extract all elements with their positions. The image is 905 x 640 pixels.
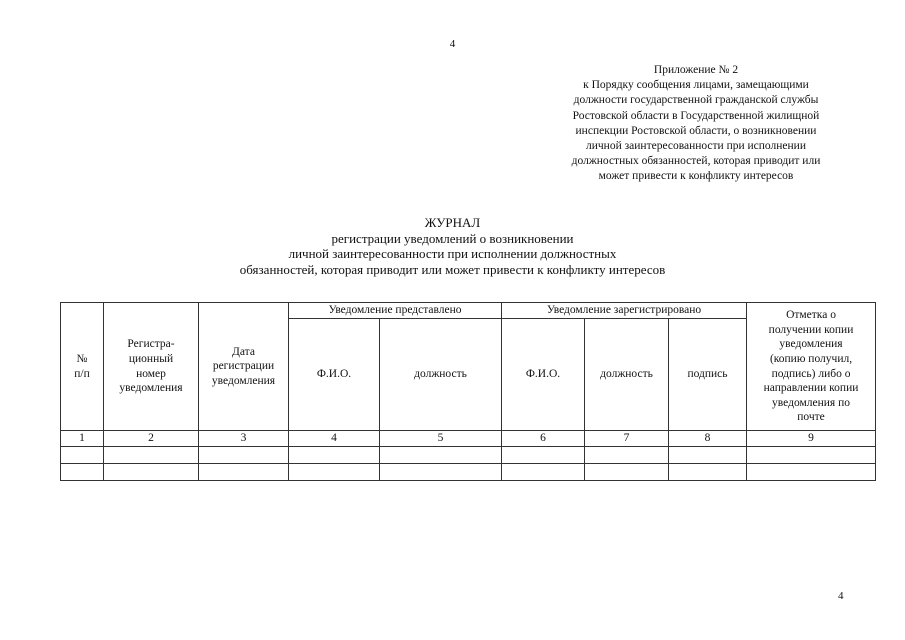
journal-subtitle-line: регистрации уведомлений о возникновении (331, 230, 574, 246)
header-registered-position: должность (585, 319, 669, 431)
header-text: направлении копии (763, 382, 859, 395)
header-text: уведомления по (772, 396, 850, 409)
header-registered-signature: подпись (669, 319, 747, 431)
header-text: подпись) либо о (771, 367, 851, 380)
appendix-line: Ростовской области в Государственной жилищной (572, 109, 820, 122)
table-cell (199, 463, 289, 480)
appendix-line: Приложение № 2 (653, 64, 739, 76)
column-number: 7 (585, 431, 669, 447)
header-text: номер (136, 367, 166, 380)
journal-subtitle-line: личной заинтересованности при исполнении должностных (288, 246, 617, 262)
header-text: получении копии (768, 323, 854, 336)
table-cell (199, 446, 289, 463)
header-number (61, 303, 104, 431)
table-row (61, 446, 876, 463)
header-reg-date (199, 303, 289, 431)
column-number: 9 (747, 431, 876, 447)
appendix-line: к Порядку сообщения лицами, замещающими (583, 79, 809, 92)
header-row-group (61, 303, 876, 319)
header-group-registered: Уведомление зарегистрировано (502, 303, 747, 319)
journal-subtitle-line: обязанностей, которая приводит или может привести к конфликту интересов (239, 261, 666, 277)
table-cell (669, 463, 747, 480)
header-text: ционный (128, 352, 174, 365)
table-cell (747, 463, 876, 480)
appendix-line: должности государственной гражданской службы (573, 94, 819, 107)
column-number: 3 (199, 431, 289, 447)
header-text: (копию получил, (769, 352, 853, 365)
header-text: Дата (232, 345, 255, 358)
header-text: уведомления (779, 338, 843, 351)
table-row (61, 463, 876, 480)
table-cell (380, 463, 502, 480)
page-number-bottom: 4 (838, 590, 844, 602)
table-cell (747, 446, 876, 463)
column-number-row (61, 431, 876, 447)
appendix-header (538, 63, 854, 185)
header-reg-number (104, 303, 199, 431)
appendix-line: должностных обязанностей, которая приводит или (571, 155, 821, 168)
table-cell (61, 446, 104, 463)
register-table (60, 302, 876, 481)
table-cell (585, 446, 669, 463)
header-text: Отметка о (786, 309, 836, 322)
journal-title: ЖУРНАЛ (424, 215, 481, 230)
page-number-top: 4 (449, 38, 456, 50)
table-cell (61, 463, 104, 480)
header-submitted-fio: Ф.И.О. (289, 319, 380, 431)
header-copy-mark (747, 303, 876, 431)
column-number: 8 (669, 431, 747, 447)
column-number: 1 (61, 431, 104, 447)
table-cell (104, 446, 199, 463)
table-cell (502, 463, 585, 480)
table-cell (289, 446, 380, 463)
header-text: Регистра- (127, 338, 175, 351)
header-group-submitted: Уведомление представлено (289, 303, 502, 319)
table-cell (669, 446, 747, 463)
table-cell (585, 463, 669, 480)
header-text: почте (797, 411, 825, 424)
header-text: № (76, 352, 88, 365)
header-registered-fio: Ф.И.О. (502, 319, 585, 431)
appendix-line: инспекции Ростовской области, о возникновении (575, 124, 817, 137)
table-cell (289, 463, 380, 480)
header-text: п/п (74, 367, 90, 380)
header-text: уведомления (119, 382, 183, 395)
header-text: уведомления (211, 374, 276, 387)
header-submitted-position: должность (380, 319, 502, 431)
appendix-line: личной заинтересованности при исполнении (586, 140, 806, 153)
table-cell (502, 446, 585, 463)
header-text: регистрации (212, 360, 275, 373)
column-number: 2 (104, 431, 199, 447)
column-number: 6 (502, 431, 585, 447)
appendix-line: может привести к конфликту интересов (598, 170, 794, 183)
journal-title-block (0, 215, 905, 277)
table-cell (104, 463, 199, 480)
table-cell (380, 446, 502, 463)
column-number: 4 (289, 431, 380, 447)
column-number: 5 (380, 431, 502, 447)
